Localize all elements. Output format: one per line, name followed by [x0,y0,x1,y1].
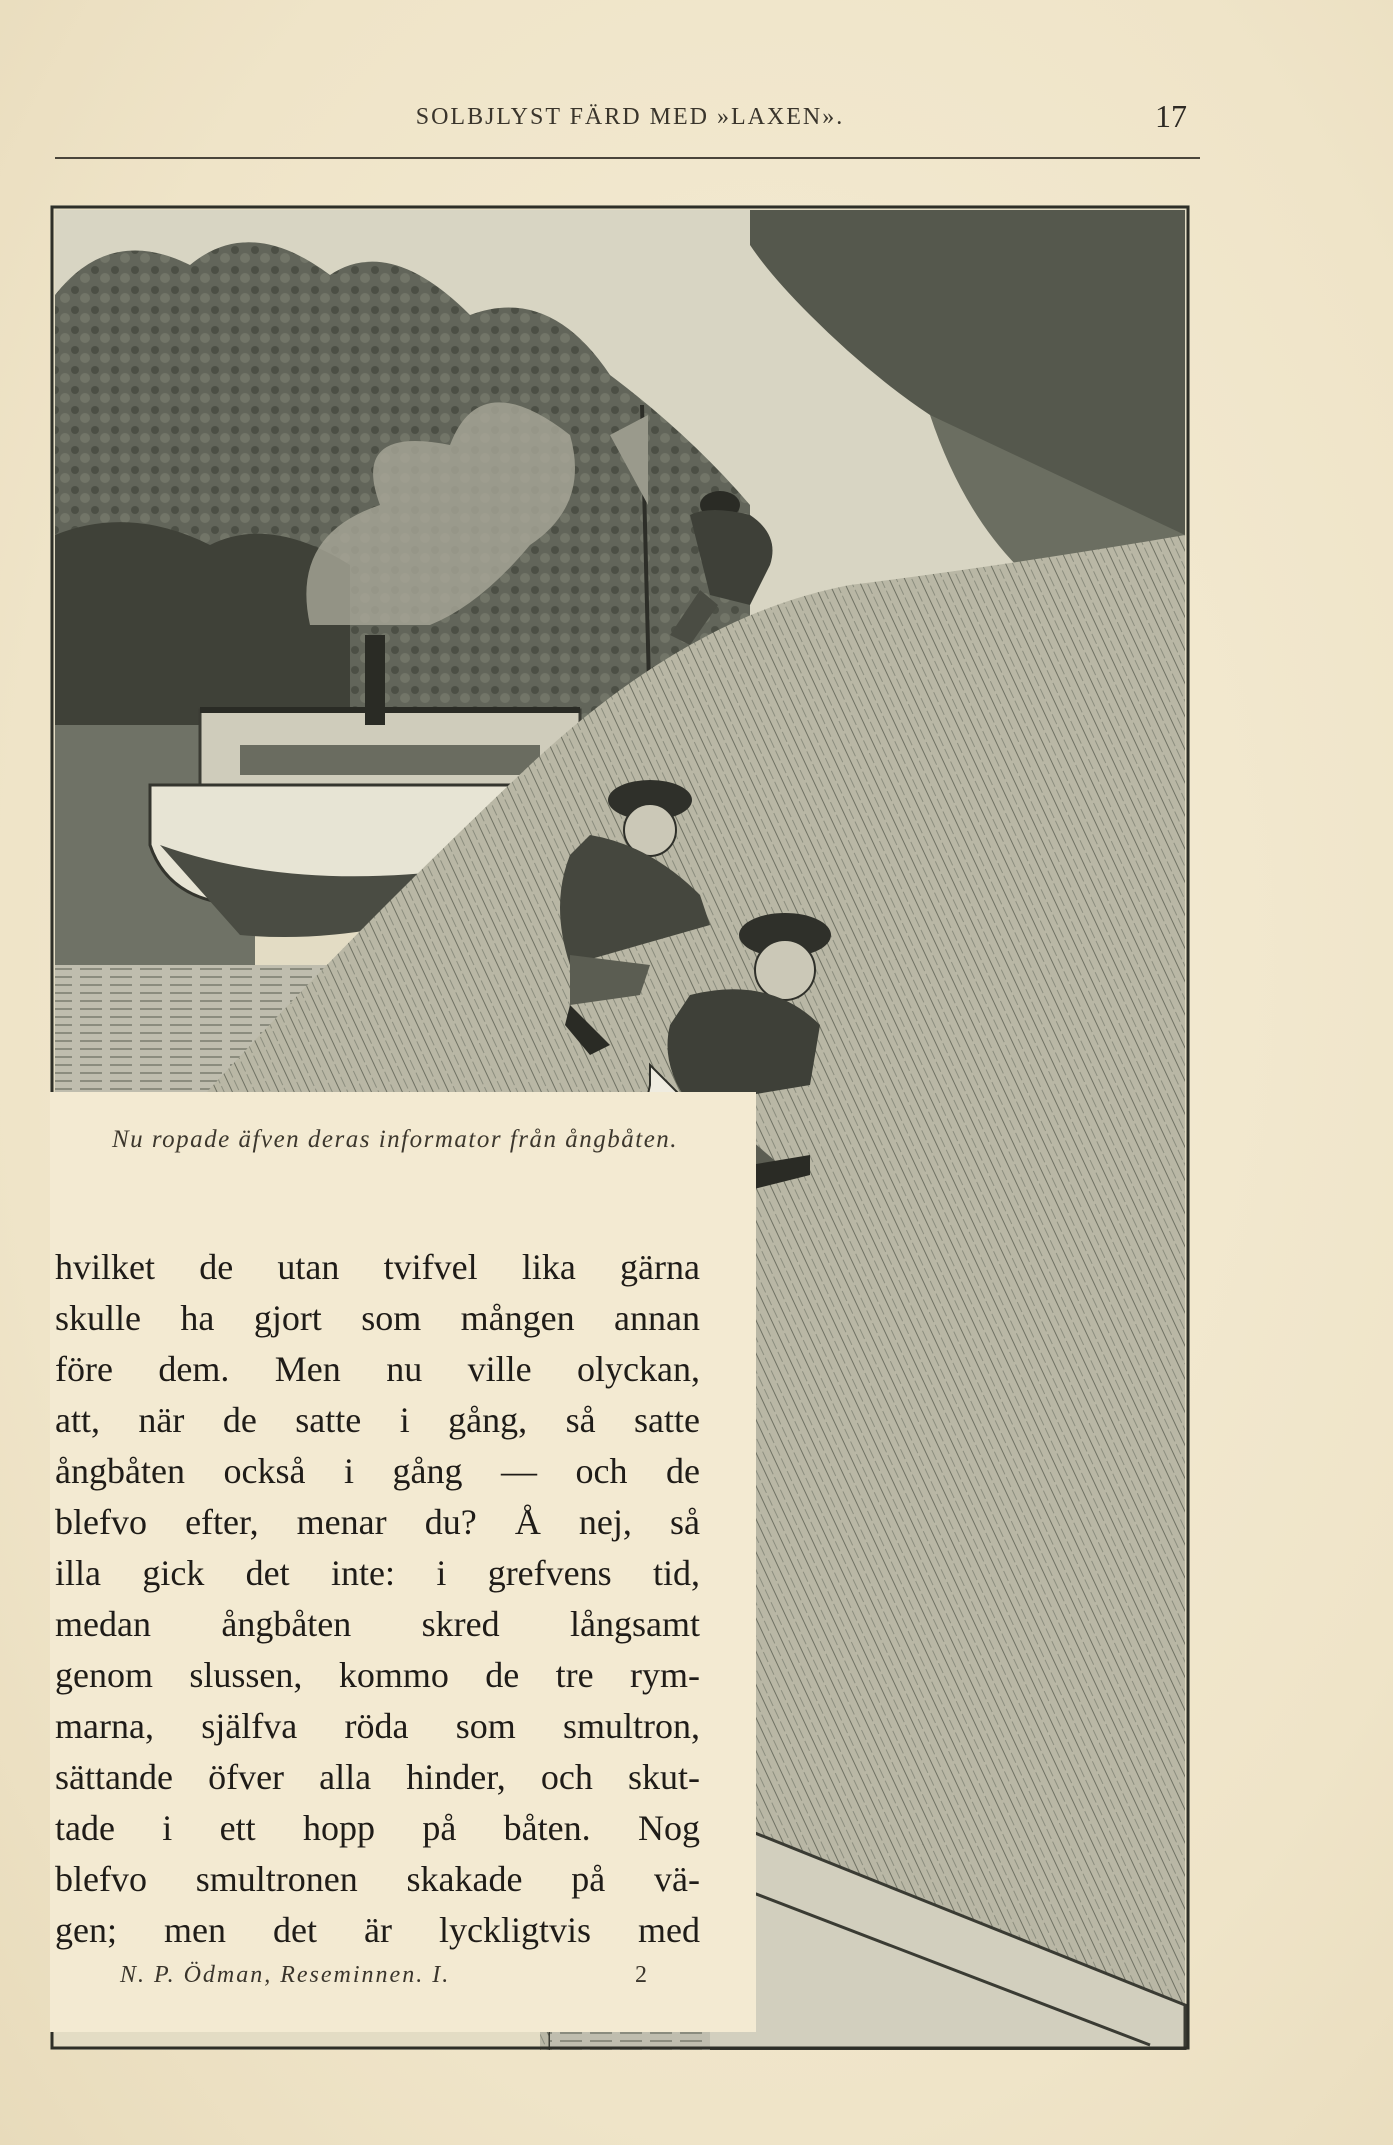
body-line: blefvo smultronen skakade på vä- [55,1859,700,1899]
header-rule [55,157,1200,159]
body-line: tade i ett hopp på båten. Nog [55,1808,700,1848]
body-line: ångbåten också i gång — och de [55,1451,700,1491]
signature-mark: N. P. Ödman, Reseminnen. I. [120,1962,451,1988]
body-line: sättande öfver alla hinder, och skut- [55,1757,700,1797]
illustration-caption: Nu ropade äfven deras informator från ångbåten. [111,1126,679,1153]
body-line: att, när de satte i gång, så satte [55,1400,700,1440]
body-line: gen; men det är lyckligtvis med [55,1910,700,1950]
body-line: genom slussen, kommo de tre rym- [55,1655,700,1695]
running-head: SOLBJLYST FÄRD MED »LAXEN». [415,104,845,130]
body-line: marna, själfva röda som smultron, [55,1706,700,1746]
body-line: skulle ha gjort som mången annan [55,1298,700,1338]
body-text [55,1242,700,1956]
signature-number: 2 [635,1962,647,1988]
body-line: illa gick det inte: i grefvens tid, [55,1553,700,1593]
signature-footer [120,1962,680,1989]
body-line: hvilket de utan tvifvel lika gärna [55,1247,700,1287]
body-line: före dem. Men nu ville olyckan, [55,1349,700,1389]
page-number: 17 [1155,98,1187,134]
body-line: medan ångbåten skred långsamt [55,1604,700,1644]
body-line: blefvo efter, menar du? Å nej, så [55,1502,700,1542]
